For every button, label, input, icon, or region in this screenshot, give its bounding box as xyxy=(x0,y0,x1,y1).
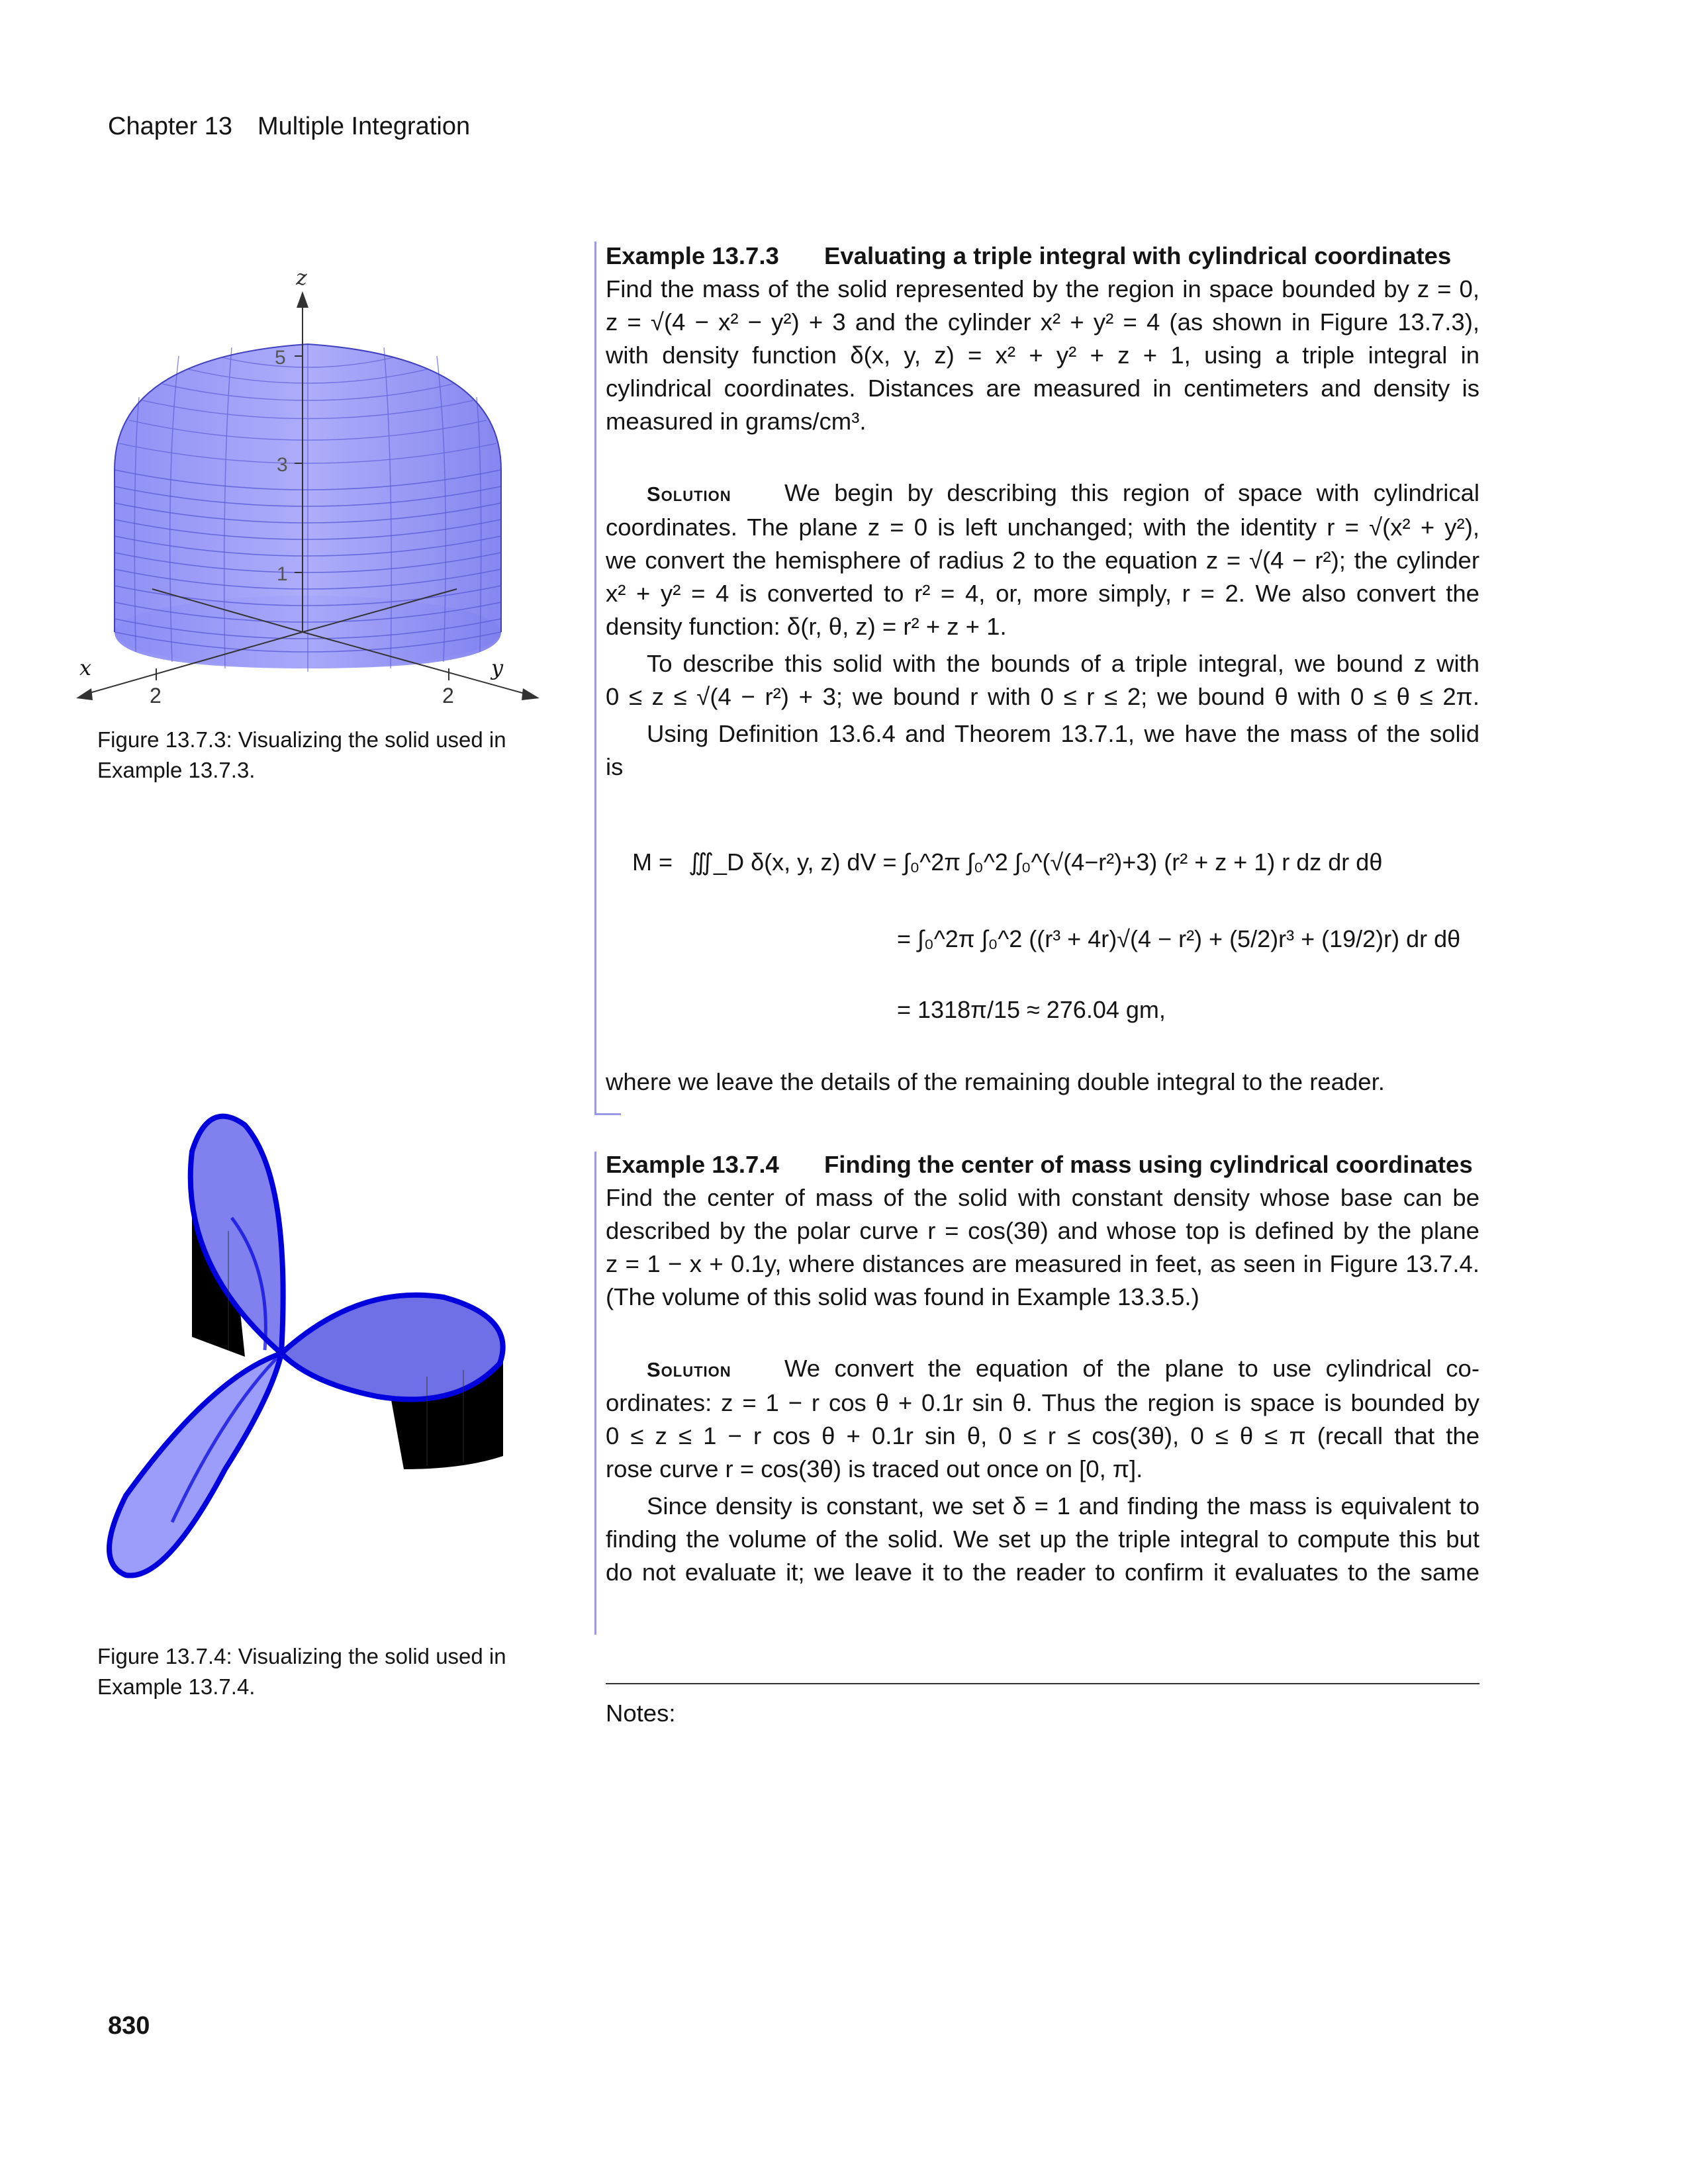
x-tick-2: 2 xyxy=(150,684,162,707)
example-title: Finding the center of mass using cylindrical coordinates xyxy=(824,1151,1473,1178)
figure-13-7-3-caption xyxy=(97,725,521,786)
x-axis-label: x xyxy=(79,655,92,680)
mass-equation-line-1: ∭_D δ(x, y, z) dV = ∫₀^2π ∫₀^2 ∫₀^(√(4−r²)+3) (r² + z + 1) r dz dr dθ xyxy=(688,848,1383,876)
x-axis-arrow xyxy=(76,688,93,700)
solution-line: finding the volume of the solid. We set up the triple integral to compute this but xyxy=(606,1525,1479,1553)
example-title: Evaluating a triple integral with cylindrical coordinates xyxy=(824,242,1452,269)
solution-line: x² + y² = 4 is converted to r² = 4, or, more simply, r = 2. We also convert the xyxy=(606,580,1479,607)
solution-line: Since density is constant, we set δ = 1 and finding the mass is equivalent to xyxy=(647,1492,1479,1520)
solution-line: To describe this solid with the bounds of a triple integral, we bound z with xyxy=(647,650,1479,677)
example-13-7-3-bar-end xyxy=(594,1113,621,1115)
rose-petal-left xyxy=(109,1353,281,1576)
notes-label: Notes: xyxy=(606,1700,676,1727)
example-13-7-4-heading xyxy=(606,1148,1479,1181)
mass-equation-lhs: M = xyxy=(632,848,673,876)
example-13-7-4-bar xyxy=(594,1152,596,1635)
rose-petal-right xyxy=(281,1295,503,1400)
solution-text: We convert the equation of the plane to use cylindrical co- xyxy=(784,1355,1479,1382)
solution-text: We begin by describing this region of space with cylindrical xyxy=(784,479,1479,506)
statement-line: (The volume of this solid was found in Example 13.3.5.) xyxy=(606,1283,1199,1310)
solution-line: Using Definition 13.6.4 and Theorem 13.7.1, we have the mass of the solid xyxy=(647,720,1479,747)
chapter-title: Multiple Integration xyxy=(258,113,471,140)
z-tick-5: 5 xyxy=(275,347,286,369)
solution-line: do not evaluate it; we leave it to the reader to confirm it evaluates to the same xyxy=(606,1559,1479,1586)
z-tick-1: 1 xyxy=(277,563,288,585)
solution-line xyxy=(606,1352,1479,1387)
example-label: Example 13.7.4 xyxy=(606,1151,779,1178)
figure-13-7-4 xyxy=(93,1099,516,1628)
solution-line: density function: δ(r, θ, z) = r² + z + 1. xyxy=(606,613,1007,640)
statement-line: z = 1 − x + 0.1y, where distances are measured in feet, as seen in Figure 13.7.4. xyxy=(606,1250,1479,1277)
figure-13-7-4-caption xyxy=(97,1641,521,1702)
solution-line: coordinates. The plane z = 0 is left unchanged; with the identity r = √(x² + y²), xyxy=(606,514,1479,541)
figure-13-7-3 xyxy=(73,271,549,708)
mass-equation-line-3: = 1318π/15 ≈ 276.04 gm, xyxy=(897,996,1166,1023)
notes-divider xyxy=(606,1683,1479,1684)
example-13-7-3 xyxy=(606,240,1479,784)
z-axis-arrow xyxy=(297,291,308,308)
example-13-7-3-bar xyxy=(594,242,596,1115)
caption-line: Figure 13.7.3: Visualizing the solid used in xyxy=(97,727,506,752)
statement-line: described by the polar curve r = cos(3θ) and whose top is defined by the plane xyxy=(606,1217,1479,1244)
solution-line: rose curve r = cos(3θ) is traced out once on [0, π]. xyxy=(606,1455,1143,1482)
statement-line: cylindrical coordinates. Distances are measured in centimeters and density is xyxy=(606,375,1479,402)
after-equation-text: where we leave the details of the remaining double integral to the reader. xyxy=(606,1068,1385,1095)
solution-label: Solution xyxy=(647,482,731,506)
solution-line: ordinates: z = 1 − r cos θ + 0.1r sin θ. Thus the region is space is bounded by xyxy=(606,1389,1479,1416)
page-number: 830 xyxy=(108,2012,150,2040)
example-label: Example 13.7.3 xyxy=(606,242,779,269)
statement-line: z = √(4 − x² − y²) + 3 and the cylinder x² + y² = 4 (as shown in Figure 13.7.3), xyxy=(606,308,1479,336)
statement-line: Find the center of mass of the solid with constant density whose base can be xyxy=(606,1184,1479,1211)
solution-line xyxy=(606,477,1479,511)
y-axis-arrow xyxy=(522,688,539,700)
solution-line: 0 ≤ z ≤ √(4 − r²) + 3; we bound r with 0 ≤ r ≤ 2; we bound θ with 0 ≤ θ ≤ 2π. xyxy=(606,683,1479,710)
caption-line: Example 13.7.4. xyxy=(97,1674,256,1699)
y-tick-2: 2 xyxy=(442,684,454,707)
statement-line: with density function δ(x, y, z) = x² + y² + z + 1, using a triple integral in xyxy=(606,341,1479,369)
statement-line: measured in grams/cm³. xyxy=(606,408,867,435)
z-axis-label: z xyxy=(296,271,307,290)
caption-line: Figure 13.7.4: Visualizing the solid used in xyxy=(97,1644,506,1668)
example-13-7-4 xyxy=(606,1148,1479,1589)
solution-label: Solution xyxy=(647,1358,731,1381)
z-tick-3: 3 xyxy=(277,454,288,476)
solution-line: is xyxy=(606,753,624,780)
caption-line: Example 13.7.3. xyxy=(97,758,256,782)
running-header xyxy=(108,113,470,141)
mass-equation-line-2: = ∫₀^2π ∫₀^2 ((r³ + 4r)√(4 − r²) + (5/2)r³ + (19/2)r) dr dθ xyxy=(897,925,1461,952)
solution-line: we convert the hemisphere of radius 2 to the equation z = √(4 − r²); the cylinder xyxy=(606,547,1479,574)
chapter-number: Chapter 13 xyxy=(108,113,233,140)
solution-line: 0 ≤ z ≤ 1 − r cos θ + 0.1r sin θ, 0 ≤ r ≤ cos(3θ), 0 ≤ θ ≤ π (recall that the xyxy=(606,1422,1479,1449)
y-axis-label: y xyxy=(491,655,504,680)
example-13-7-3-heading xyxy=(606,240,1479,273)
statement-line: Find the mass of the solid represented by the region in space bounded by z = 0, xyxy=(606,275,1479,302)
